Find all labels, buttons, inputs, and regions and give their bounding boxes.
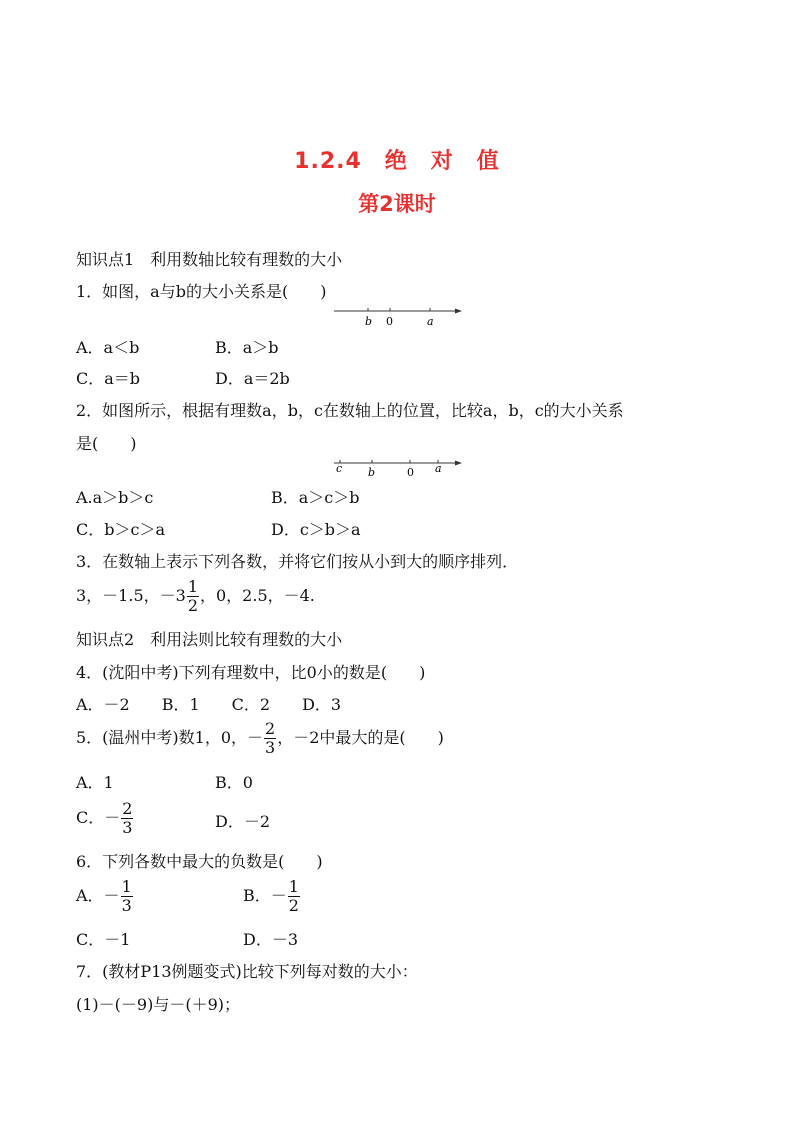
q6-option-d: D．－3 [243, 930, 299, 949]
question-4-stem: 4．(沈阳中考)下列有理数中，比0小的数是( ) [76, 663, 426, 682]
q5-option-d: D．－2 [215, 812, 271, 831]
q5-option-c-fraction [121, 800, 133, 837]
section-heading-1: 知识点1 利用数轴比较有理数的大小 [76, 250, 343, 269]
q3-fraction-num: 1 [187, 577, 198, 596]
label-b: b [365, 315, 373, 328]
q6-option-b-fraction [288, 878, 300, 915]
label-zero: 0 [386, 315, 393, 328]
number-line-q1 [330, 304, 465, 328]
number-line-q2 [330, 456, 465, 480]
q5-fraction-num: 2 [265, 719, 276, 738]
q6-option-b-prefix: B．－ [243, 886, 287, 905]
q1-option-a: A．a＜b [76, 338, 140, 357]
q6-option-b-den: 2 [288, 896, 299, 915]
label-a: a [427, 315, 434, 328]
q2-option-c: C．b＞c＞a [76, 520, 165, 539]
question-7-part-1: (1)－(－9)与－(＋9)； [76, 995, 240, 1014]
label-c: c [336, 462, 343, 475]
q5-stem-after: ，－2中最大的是( ) [277, 728, 444, 747]
label-b: b [368, 466, 376, 479]
axis-arrow [455, 309, 462, 314]
q6-option-a-fraction [121, 878, 133, 915]
q2-option-b: B．a＞c＞b [271, 488, 360, 507]
q6-option-a [76, 878, 134, 915]
question-3-numbers [76, 578, 315, 615]
q1-option-c: C．a＝b [76, 369, 141, 388]
q5-stem-before: 5．(温州中考)数1，0，－ [76, 728, 264, 747]
q3-numbers-before: 3，－1.5，－3 [76, 586, 186, 605]
q5-option-c-num: 2 [122, 799, 133, 818]
label-a: a [435, 462, 442, 475]
q5-fraction [264, 720, 276, 757]
question-7-stem: 7．(教材P13例题变式)比较下列每对数的大小： [76, 962, 418, 981]
question-2-stem: 2．如图所示，根据有理数a，b，c在数轴上的位置，比较a，b，c的大小关系 [76, 401, 624, 420]
axis-arrow [455, 461, 462, 466]
question-2-stem-cont: 是( ) [76, 434, 137, 453]
q6-option-a-num: 1 [121, 877, 132, 896]
q6-option-b-num: 1 [288, 877, 299, 896]
q3-numbers-after: ，0，2.5，－4. [200, 586, 315, 605]
question-6-stem: 6．下列各数中最大的负数是( ) [76, 852, 323, 871]
q5-fraction-den: 3 [265, 738, 276, 757]
q1-option-d: D．a＝2b [215, 369, 290, 388]
q5-option-c [76, 800, 134, 837]
q6-option-a-den: 3 [121, 896, 132, 915]
question-5-stem [76, 720, 444, 757]
q5-option-c-prefix: C．－ [76, 808, 121, 827]
q5-option-b: B．0 [215, 773, 253, 792]
page-title: 1.2.4 绝 对 值 [294, 149, 500, 174]
q5-option-a: A．1 [76, 773, 114, 792]
q2-option-d: D．c＞b＞a [271, 520, 361, 539]
q6-option-c: C．－1 [76, 930, 131, 949]
question-3-stem: 3．在数轴上表示下列各数，并将它们按从小到大的顺序排列． [76, 552, 519, 571]
section-heading-2: 知识点2 利用法则比较有理数的大小 [76, 630, 343, 649]
label-zero: 0 [407, 466, 414, 479]
q5-option-c-den: 3 [122, 818, 133, 837]
q2-option-a: A.a＞b＞c [76, 488, 154, 507]
q3-fraction [187, 578, 199, 615]
q6-option-a-prefix: A．－ [76, 886, 120, 905]
q1-option-b: B．a＞b [215, 338, 279, 357]
q3-fraction-den: 2 [187, 596, 198, 615]
q4-options: A．－2 B．1 C．2 D．3 [76, 695, 342, 714]
question-1-stem: 1．如图，a与b的大小关系是( ) [76, 282, 327, 301]
q6-option-b [243, 878, 301, 915]
page-subtitle: 第2课时 [358, 192, 436, 216]
